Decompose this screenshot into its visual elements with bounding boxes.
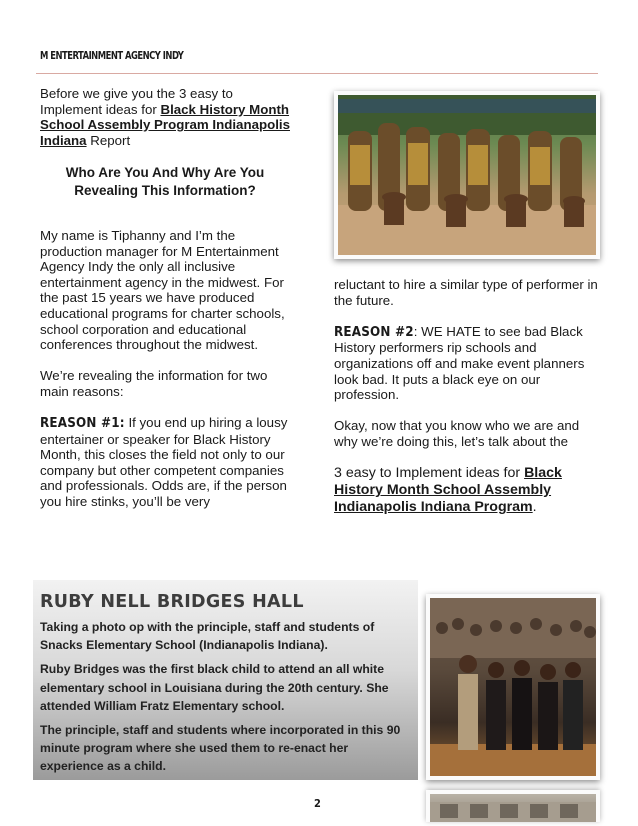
- agency-name-header: M ENTERTAINMENT AGENCY INDY: [40, 49, 184, 62]
- transition-paragraph: Okay, now that you know who we are and why we’re doing this, let’s talk about the: [334, 418, 580, 449]
- feature-box-text: [40, 618, 410, 782]
- page-number: 2: [314, 797, 321, 810]
- partial-photo: [426, 790, 600, 822]
- section-subheading: Who Are You And Why Are You Revealing This Information?: [65, 164, 265, 198]
- intro-program-link[interactable]: Black History Month School Assembly Program Indianapolis Indiana: [40, 101, 290, 148]
- reason-one-text: If you end up hiring a lousy entertainer or speaker for Black History Month, this closes the field not only to our company but other competent companies and professionals. Odds are, if the person you hire stinks, you’ll be very: [40, 415, 288, 510]
- left-column: [40, 86, 290, 525]
- group-photo: [426, 594, 600, 780]
- right-column: [334, 277, 600, 532]
- ideas-callout-suffix: .: [532, 499, 537, 516]
- drummers-photo-illustration: [338, 95, 596, 255]
- reasons-intro-paragraph: We’re revealing the information for two main reasons:: [40, 368, 268, 399]
- introduction-paragraph: My name is Tiphanny and I’m the production manager for M Entertainment Agency Indy the only all inclusive entertainment agency in the midwest. For the past 15 years we have produced educational programs for charter schools, school corporation and educational conferences throughout the midwest.: [40, 227, 285, 353]
- ideas-callout: [334, 465, 600, 516]
- group-photo-illustration: [430, 598, 596, 776]
- feature-paragraph-ruby-bridges: Ruby Bridges was the first black child to attend an all white elementary school in Louisiana during the 20th century. She attended William Fratz Elementary school.: [40, 662, 389, 713]
- intro-paragraph: [40, 86, 290, 148]
- feature-box-title: RUBY NELL BRIDGES HALL: [40, 592, 304, 612]
- ideas-program-link[interactable]: Black History Month School Assembly Indianapolis Indiana Program: [334, 465, 562, 516]
- intro-suffix: Report: [86, 132, 131, 148]
- feature-paragraph-program: The principle, staff and students where incorporated in this 90 minute program where she used them to re-enact her experience as a child.: [40, 723, 401, 774]
- header-divider: [36, 73, 598, 74]
- reason-two-text: : WE HATE to see bad Black History performers rip schools and organizations off and make event planners look bad. It puts a black eye on our profession.: [334, 323, 585, 403]
- partial-photo-illustration: [430, 794, 596, 822]
- reason-one-label: REASON #1:: [40, 416, 125, 432]
- reason-one-paragraph: [40, 415, 290, 510]
- ideas-callout-text: 3 easy to Implement ideas for: [334, 465, 525, 482]
- feature-paragraph-photo-op: Taking a photo op with the principle, staff and students of Snacks Elementary School (Indianapolis Indiana).: [40, 620, 375, 653]
- reason-two-paragraph: [334, 324, 600, 403]
- drummers-photo: [334, 91, 600, 259]
- reason-two-label: REASON #2: [334, 324, 414, 340]
- intro-text: Before we give you the 3 easy to Implement ideas for: [40, 86, 233, 117]
- continuation-paragraph: reluctant to hire a similar type of performer in the future.: [334, 277, 598, 308]
